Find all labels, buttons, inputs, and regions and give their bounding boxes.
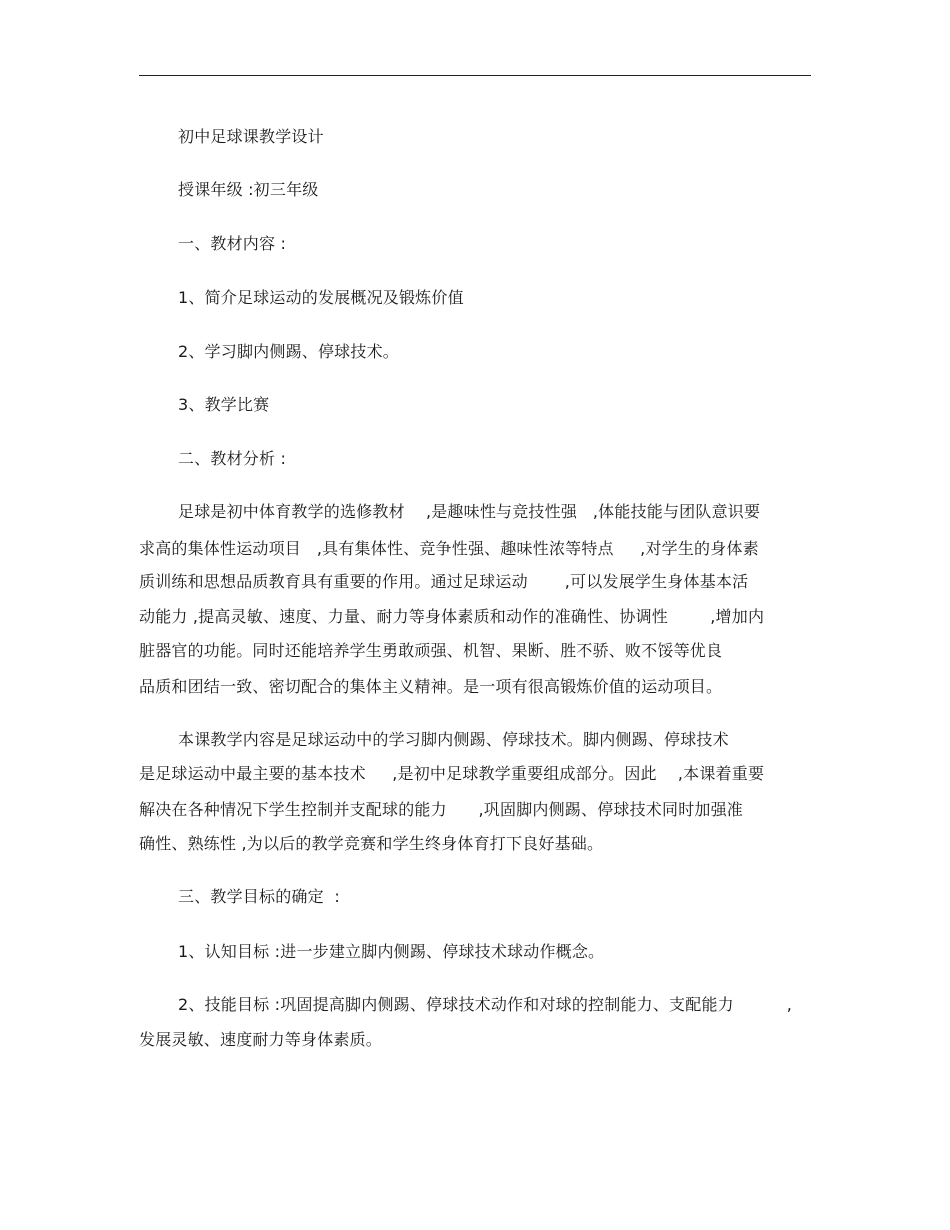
section-heading-1: 一、教材内容 : — [178, 234, 287, 253]
paragraph-line: 是足球运动中最主要的基本技术 ,是初中足球教学重要组成部分。因此 ,本课着重要 — [139, 764, 765, 783]
goal-item-continuation: 发展灵敏、速度耐力等身体素质。 — [139, 1030, 383, 1049]
paragraph-line: 质训练和思想品质教育具有重要的作用。通过足球运动 ,可以发展学生身体基本活 — [139, 572, 749, 591]
list-item: 1、简介足球运动的发展概况及锻炼价值 — [178, 288, 464, 307]
section-heading-3: 三、教学目标的确定 : — [178, 887, 340, 906]
paragraph-line: 本课教学内容是足球运动中的学习脚内侧踢、停球技术。脚内侧踢、停球技术 — [178, 730, 729, 749]
paragraph-line: 动能力 ,提高灵敏、速度、力量、耐力等身体素质和动作的准确性、协调性 ,增加内 — [139, 607, 765, 626]
grade-line: 授课年级 :初三年级 — [178, 180, 319, 199]
paragraph-line: 求高的集体性运动项目 ,具有集体性、竞争性强、趣味性浓等特点 ,对学生的身体素 — [139, 539, 759, 558]
list-item: 3、教学比赛 — [178, 395, 270, 414]
goal-item: 1、认知目标 :进一步建立脚内侧踢、停球技术球动作概念。 — [178, 942, 605, 961]
goal-item: 2、技能目标 :巩固提高脚内侧踢、停球技术动作和对球的控制能力、支配能力 , — [178, 995, 793, 1014]
list-item: 2、学习脚内侧踢、停球技术。 — [178, 342, 399, 361]
paragraph-line: 足球是初中体育教学的选修教材 ,是趣味性与竞技性强 ,体能技能与团队意识要 — [178, 502, 761, 521]
paragraph-line: 脏器官的功能。同时还能培养学生勇敢顽强、机智、果断、胜不骄、败不馁等优良 — [139, 641, 723, 660]
header-rule — [139, 75, 811, 76]
section-heading-2: 二、教材分析 : — [178, 449, 287, 468]
paragraph-line: 品质和团结一致、密切配合的集体主义精神。是一项有很高锻炼价值的运动项目。 — [139, 677, 723, 696]
paragraph-line: 确性、熟练性 ,为以后的教学竞赛和学生终身体育打下良好基础。 — [139, 834, 604, 853]
paragraph-line: 解决在各种情况下学生控制并支配球的能力 ,巩固脚内侧踢、停球技术同时加强准 — [139, 800, 744, 819]
document-title: 初中足球课教学设计 — [178, 127, 324, 146]
